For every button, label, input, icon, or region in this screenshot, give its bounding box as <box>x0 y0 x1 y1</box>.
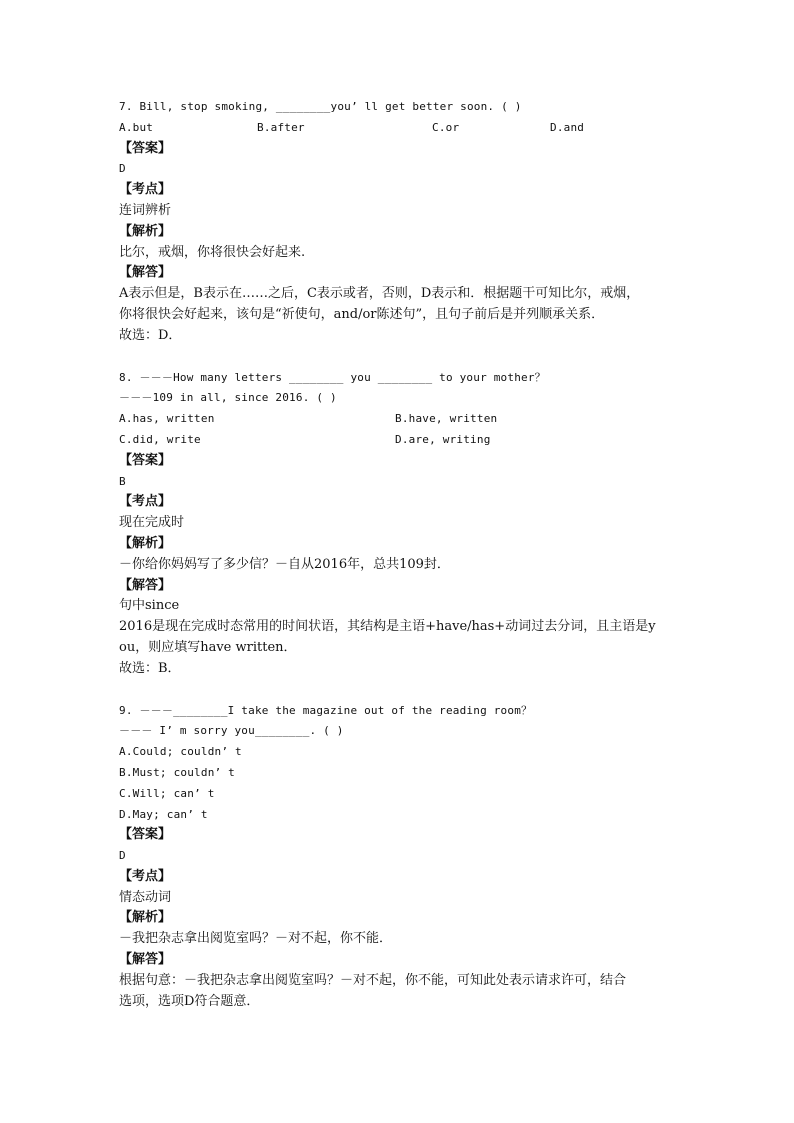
answer-value: D <box>119 849 126 863</box>
option-a: A.Could; couldn’ t <box>119 745 242 759</box>
option-c: C.or <box>432 120 460 134</box>
solution-line: A表示但是，B表示在……之后，C表示或者，否则，D表示和．根据题干可知比尔，戒烟， <box>119 286 640 302</box>
option-b: B.after <box>257 120 305 134</box>
option-c: C.did, write <box>119 432 201 446</box>
topic-value: 现在完成时 <box>119 515 185 531</box>
solution-label: 【解答】 <box>119 265 172 281</box>
topic-value: 情态动词 <box>119 889 172 905</box>
question-7 <box>119 97 679 347</box>
answer-value: D <box>119 162 126 176</box>
solution-line: 句中since <box>119 598 180 614</box>
answer-label: 【答案】 <box>119 140 172 156</box>
option-d: D.May; can’ t <box>119 807 208 821</box>
option-a: A.but <box>119 120 154 134</box>
question-stem-reply: －－－109 in all, since 2016. ( ) <box>119 391 337 405</box>
topic-label: 【考点】 <box>119 868 172 884</box>
topic-label: 【考点】 <box>119 494 172 510</box>
answer-value: B <box>119 474 126 488</box>
option-c: C.Will; can’ t <box>119 786 215 800</box>
option-d: D.and <box>550 120 585 134</box>
solution-line: ou，则应填写have written． <box>119 639 297 655</box>
analysis-text: －我把杂志拿出阅览室吗？－对不起，你不能． <box>119 931 393 947</box>
option-b: B.have, written <box>395 412 498 426</box>
question-stem: 8. －－－How many letters ________ you ________ to your mother？ <box>119 370 546 384</box>
solution-label: 【解答】 <box>119 952 172 968</box>
options-row <box>119 118 679 139</box>
solution-line: 你将很快会好起来，该句是“祈使句，and/or陈述句”，且句子前后是并列顺承关系． <box>119 306 605 322</box>
topic-value: 连词辨析 <box>119 202 172 218</box>
answer-label: 【答案】 <box>119 827 172 843</box>
solution-line: 选项，选项D符合题意． <box>119 993 260 1009</box>
solution-label: 【解答】 <box>119 577 172 593</box>
question-8 <box>119 368 679 680</box>
question-stem: 9. －－－________I take the magazine out of the reading room？ <box>119 703 533 717</box>
solution-line: 根据句意：－我把杂志拿出阅览室吗？－对不起，你不能，可知此处表示请求许可，结合 <box>119 972 627 988</box>
solution-line: 故选：B． <box>119 660 181 676</box>
question-stem-reply: －－－ I’ m sorry you________. ( ) <box>119 724 344 738</box>
analysis-text: －你给你妈妈写了多少信？－自从2016年，总共109封． <box>119 556 450 572</box>
spacer <box>119 347 679 368</box>
solution-line: 2016是现在完成时态常用的时间状语，其结构是主语+have/has+动词过去分词，且主语是y <box>119 619 656 635</box>
option-b: B.Must; couldn’ t <box>119 765 235 779</box>
option-d: D.are, writing <box>395 432 491 446</box>
question-stem: 7. Bill, stop smoking, ________you’ ll get better soon. ( ) <box>119 100 522 113</box>
options-row <box>119 409 679 430</box>
analysis-text: 比尔，戒烟，你将很快会好起来. <box>119 244 306 260</box>
question-9 <box>119 701 679 1013</box>
options-row <box>119 430 679 451</box>
solution-line: 故选：D． <box>119 327 182 343</box>
option-a: A.has, written <box>119 412 215 426</box>
analysis-label: 【解析】 <box>119 223 172 239</box>
spacer <box>119 680 679 701</box>
analysis-label: 【解析】 <box>119 910 172 926</box>
document-page <box>119 97 679 1012</box>
analysis-label: 【解析】 <box>119 535 172 551</box>
answer-label: 【答案】 <box>119 452 172 468</box>
topic-label: 【考点】 <box>119 182 172 198</box>
